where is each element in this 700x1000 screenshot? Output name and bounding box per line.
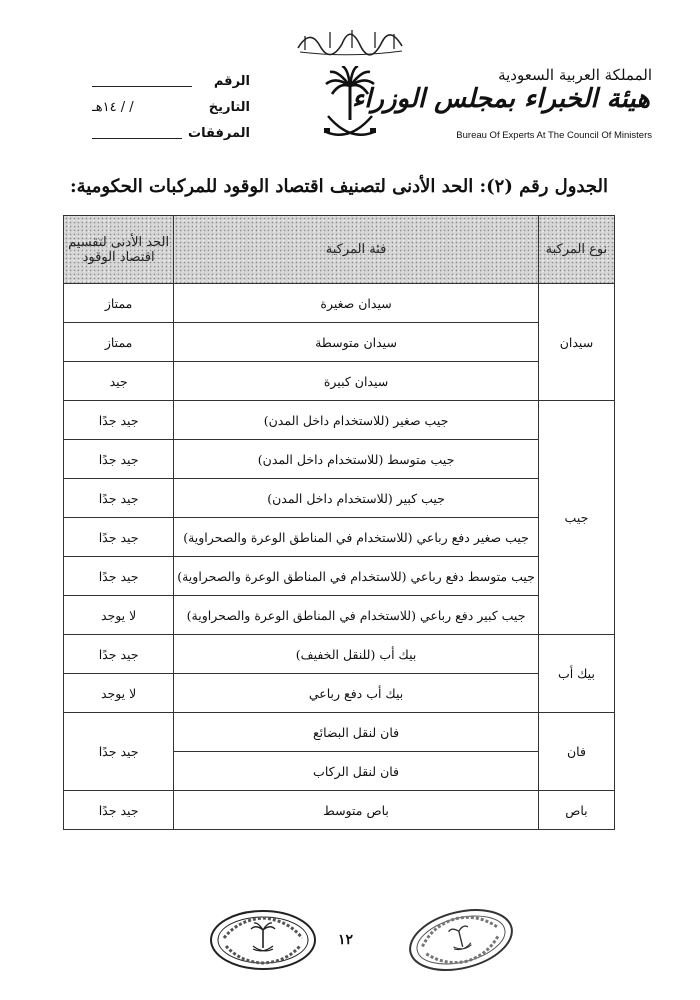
vehicle-class-cell: سيدان صغيرة [174,284,539,323]
table-row [64,596,615,635]
bismillah-calligraphy [290,18,410,58]
vehicle-type-cell: باص [538,791,614,830]
min-rating-cell: جيد جدًا [64,791,174,830]
bureau-name-calligraphy: هيئة الخبراء بمجلس الوزراء [351,84,650,114]
min-rating-cell: جيد جدًا [64,635,174,674]
attachments-field [92,126,250,144]
vehicle-class-cell: فان لنقل البضائع [174,713,539,752]
min-rating-cell: جيد جدًا [64,518,174,557]
header-vehicle-class: فئة المركبة [174,216,539,284]
table-row [64,557,615,596]
vehicle-class-cell: جيب متوسط (للاستخدام داخل المدن) [174,440,539,479]
vehicle-type-cell: جيب [538,401,614,635]
date-value: / / ١٤هـ [92,100,134,115]
table-row [64,440,615,479]
table-row [64,791,615,830]
vehicle-type-cell: فان [538,713,614,791]
reference-field [92,74,250,92]
table-row [64,518,615,557]
min-rating-cell: ممتاز [64,284,174,323]
table-row [64,401,615,440]
header-vehicle-type: نوع المركبة [538,216,614,284]
header-min-rating: الحد الأدنى لتقسيم اقتصاد الوقود [64,216,174,284]
attachments-label: المرفقات [188,126,250,141]
min-rating-cell: جيد جدًا [64,440,174,479]
min-rating-cell: جيد جدًا [64,557,174,596]
vehicle-class-cell: جيب كبير دفع رباعي (للاستخدام في المناطق الوعرة والصحراوية) [174,596,539,635]
min-rating-cell: جيد جدًا [64,401,174,440]
date-field [92,100,250,118]
vehicle-type-cell: بيك أب [538,635,614,713]
table-row [64,479,615,518]
min-rating-cell: جيد جدًا [64,713,174,791]
org-name-arabic: المملكة العربية السعودية [498,66,652,84]
vehicle-class-cell: سيدان متوسطة [174,323,539,362]
table-row [64,713,615,752]
vehicle-class-cell: بيك أب دفع رباعي [174,674,539,713]
fuel-economy-table [63,215,615,830]
vehicle-class-cell: فان لنقل الركاب [174,752,539,791]
vehicle-type-cell: سيدان [538,284,614,401]
date-label: التاريخ [208,100,250,115]
vehicle-class-cell: جيب صغير دفع رباعي (للاستخدام في المناطق الوعرة والصحراوية) [174,518,539,557]
min-rating-cell: لا يوجد [64,674,174,713]
min-rating-cell: جيد جدًا [64,479,174,518]
reference-label: الرقم [213,74,250,89]
reference-line [92,86,192,87]
table-row [64,323,615,362]
table-row [64,674,615,713]
page-number: ١٢ [338,932,354,948]
vehicle-class-cell: سيدان كبيرة [174,362,539,401]
table-header-row [64,216,615,284]
min-rating-cell: جيد [64,362,174,401]
official-stamp-left [208,908,318,976]
bureau-name-english: Bureau Of Experts At The Council Of Ministers [456,130,652,141]
table-row [64,284,615,323]
vehicle-class-cell: جيب صغير (للاستخدام داخل المدن) [174,401,539,440]
table-caption: الجدول رقم (٢): الحد الأدنى لتصنيف اقتصاد الوقود للمركبات الحكومية: [70,176,608,197]
vehicle-class-cell: بيك أب (للنقل الخفيف) [174,635,539,674]
vehicle-class-cell: باص متوسط [174,791,539,830]
min-rating-cell: ممتاز [64,323,174,362]
official-stamp-right [405,905,517,979]
vehicle-class-cell: جيب متوسط دفع رباعي (للاستخدام في المناطق الوعرة والصحراوية) [174,557,539,596]
min-rating-cell: لا يوجد [64,596,174,635]
table-row [64,635,615,674]
table-row [64,362,615,401]
vehicle-class-cell: جيب كبير (للاستخدام داخل المدن) [174,479,539,518]
attachments-line [92,138,182,139]
